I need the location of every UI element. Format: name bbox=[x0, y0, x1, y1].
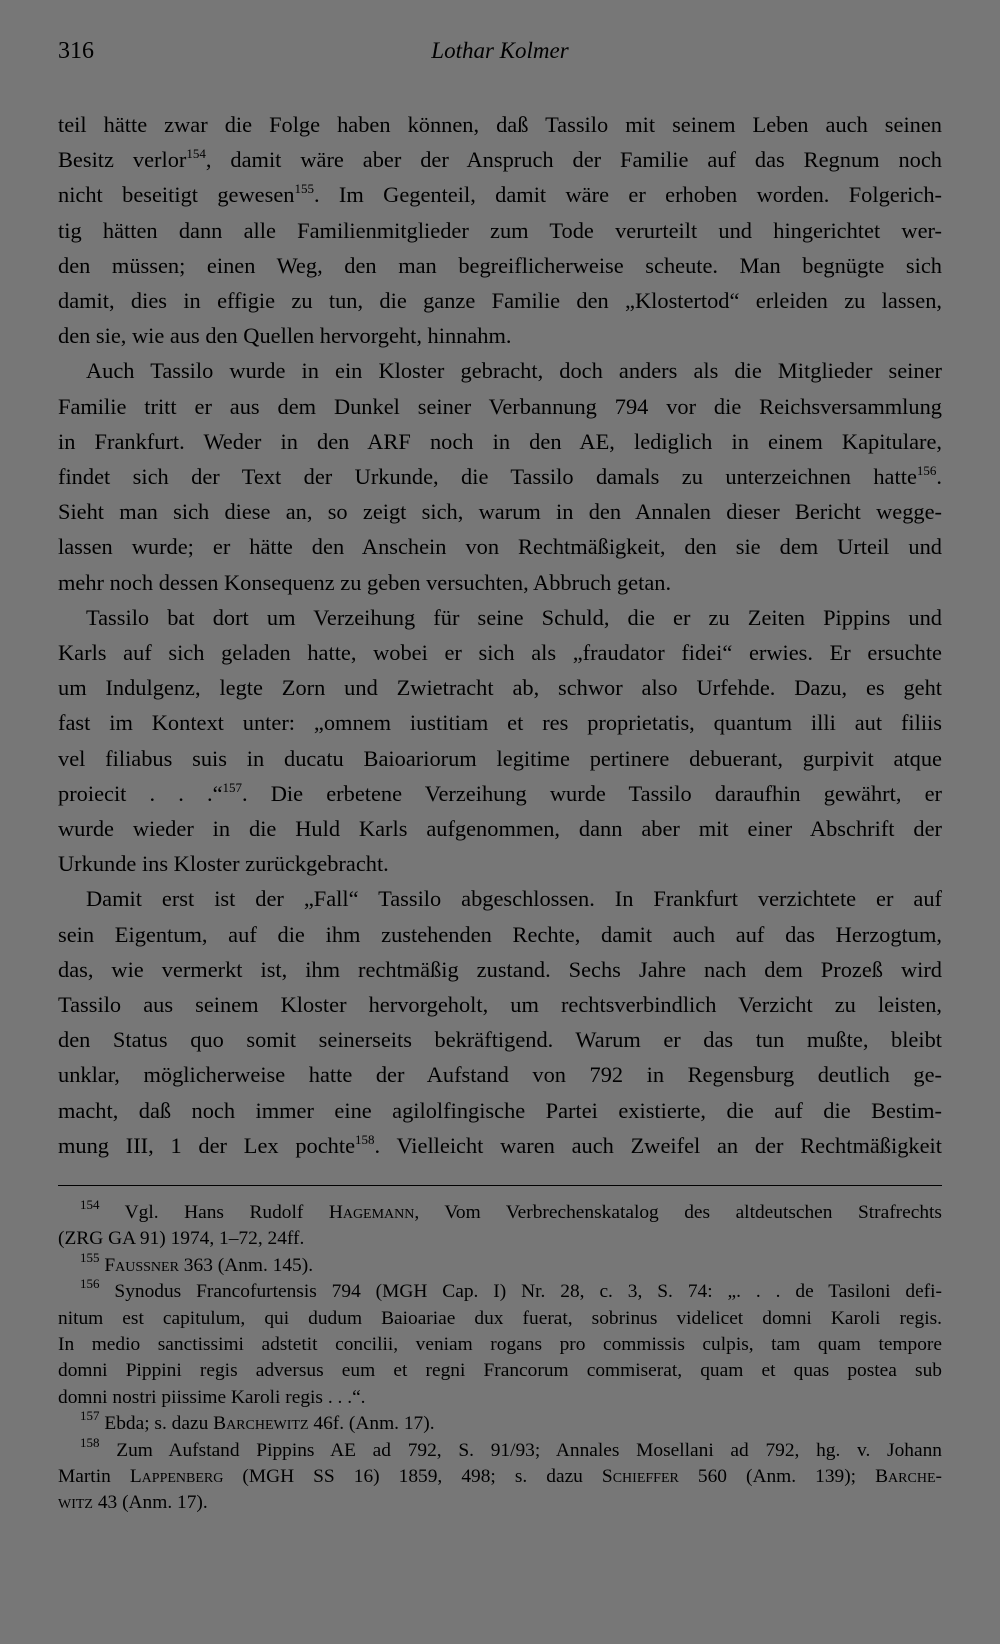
text-line: Damit erst ist der „Fall“ Tassilo abgeschlossen. In Frankfurt verzichtete er auf bbox=[86, 886, 942, 912]
text-line: mehr noch dessen Konsequenz zu geben versuchten, Abbruch getan. bbox=[58, 569, 672, 595]
text-line: teil hätte zwar die Folge haben können, daß Tassilo mit seinem Leben auch seinen bbox=[58, 112, 942, 137]
footnote-158: $^{158}$ Zum Aufstand Pippins AE ad 792, S. 91/93; Annales Mosellani ad 792, hg. v. Johann bbox=[80, 1434, 942, 1461]
footnote-line: In medio sanctissimi adstetit concilii, veniam rogans pro commissis culpis, tam quam tempore bbox=[58, 1334, 942, 1356]
footnote-line: domni Pippini regis adversus eum et regni Francorum commiserat, quam et quas postea sub bbox=[58, 1360, 942, 1382]
main-text bbox=[58, 107, 942, 1163]
text-line: Auch Tassilo wurde in ein Kloster gebracht, doch anders als die Mitglieder seiner bbox=[86, 358, 942, 384]
footnote-number: 154 bbox=[80, 1197, 100, 1212]
author-name: Faussner bbox=[104, 1254, 179, 1276]
text-line: den Status quo somit seinerseits bekräftigend. Warum er das tun mußte, bleibt bbox=[58, 1027, 942, 1053]
page-number: 316 bbox=[58, 38, 94, 64]
text-line: Urkunde ins Kloster zurückgebracht. bbox=[58, 851, 389, 877]
text-line: das, wie vermerkt ist, ihm rechtmäßig zustand. Sechs Jahre nach dem Prozeß wird bbox=[58, 956, 942, 982]
text-line: proiecit . . .“$^{157}$. Die erbetene Verzeihung wurde Tassilo daraufhin gewährt, er bbox=[58, 779, 942, 806]
author-name: Barche- bbox=[875, 1466, 942, 1488]
author-name: witz bbox=[58, 1492, 93, 1514]
text-line: Tassilo bat dort um Verzeihung für seine Schuld, die er zu Zeiten Pippins und bbox=[86, 604, 942, 630]
footnote-line: witz 43 (Anm. 17). bbox=[58, 1492, 208, 1514]
footnote-line: domni nostri piissime Karoli regis . . .“. bbox=[58, 1386, 366, 1408]
text-line: lassen wurde; er hätte den Anschein von Rechtmäßigkeit, den sie dem Urteil und bbox=[58, 534, 942, 560]
footnote-154: $^{154}$ Vgl. Hans Rudolf Hagemann, Vom Verbrechenskatalog des altdeutschen Strafrechts bbox=[80, 1197, 942, 1223]
author-name: Barchewitz bbox=[213, 1413, 309, 1435]
text-line: Tassilo aus seinem Kloster hervorgeholt, um rechtsverbindlich Verzicht zu leisten, bbox=[58, 992, 942, 1018]
footnote-ref[interactable]: 158 bbox=[355, 1131, 375, 1147]
footnotes bbox=[58, 1197, 942, 1517]
text-line: sein Eigentum, auf die ihm zustehenden Rechte, damit auch auf das Herzogtum, bbox=[58, 921, 942, 947]
text-line: fast im Kontext unter: „omnem iustitiam et res proprietatis, quantum illi aut filiis bbox=[58, 710, 942, 736]
footnote-ref[interactable]: 154 bbox=[186, 146, 206, 162]
footnote-number: 156 bbox=[80, 1276, 100, 1292]
footnote-number: 158 bbox=[80, 1434, 100, 1450]
text-line: Besitz verlor$^{154}$, damit wäre aber der Anspruch der Familie auf das Regnum noch bbox=[58, 146, 943, 173]
text-line: macht, daß noch immer eine agilolfingische Partei existierte, die auf die Bestim- bbox=[58, 1097, 942, 1123]
text-line: Karls auf sich geladen hatte, wobei er sich als „fraudator fidei“ erwies. Er ersuchte bbox=[58, 640, 942, 666]
author-name: Lappenberg bbox=[129, 1466, 224, 1488]
footnote-ref[interactable]: 156 bbox=[916, 463, 937, 479]
text-line: tig hätten dann alle Familienmitglieder zum Tode verurteilt und hingerichtet wer- bbox=[58, 217, 942, 243]
text-line: Familie tritt er aus dem Dunkel seiner Verbannung 794 vor die Reichsversammlung bbox=[58, 393, 942, 419]
page-header bbox=[58, 38, 942, 72]
footnote-ref[interactable]: 155 bbox=[294, 181, 314, 197]
author-name: Schieffer bbox=[601, 1466, 679, 1488]
text-line: nicht beseitigt gewesen$^{155}$. Im Gegenteil, damit wäre er erhoben worden. Folgerich- bbox=[58, 181, 942, 208]
text-line: findet sich der Text der Urkunde, die Tassilo damals zu unterzeichnen hatte$^{156}$. bbox=[58, 463, 942, 490]
text-line: um Indulgenz, legte Zorn und Zwietracht ab, schwor also Urfehde. Dazu, es geht bbox=[58, 675, 942, 701]
text-line: Sieht man sich diese an, so zeigt sich, warum in den Annalen dieser Bericht wegge- bbox=[58, 499, 942, 525]
text-line: den sie, wie aus den Quellen hervorgeht, hinnahm. bbox=[58, 323, 512, 349]
footnote-157: $^{157}$ Ebda; s. dazu Barchewitz 46f. (Anm. 17). bbox=[80, 1408, 435, 1435]
running-title: Lothar Kolmer bbox=[431, 38, 569, 63]
footnote-ref[interactable]: 157 bbox=[222, 779, 243, 795]
text-line: in Frankfurt. Weder in den ARF noch in den AE, lediglich in einem Kapitulare, bbox=[58, 428, 942, 454]
footnote-line: nitum est capitulum, qui dudum Baioariae dux fuerat, sobrinus videlicet domni Karoli regis. bbox=[58, 1307, 942, 1329]
text-line: vel filiabus suis in ducatu Baioariorum legitime pertinere debuerant, gurpivit atque bbox=[58, 745, 942, 771]
text-line: wurde wieder in die Huld Karls aufgenommen, dann aber mit einer Abschrift der bbox=[58, 816, 942, 842]
footnote-divider bbox=[58, 1185, 942, 1186]
text-line: den müssen; einen Weg, den man begreiflicherweise scheute. Man begnügte sich bbox=[58, 252, 942, 278]
footnote-line: Martin Lappenberg (MGH SS 16) 1859, 498; s. dazu Schieffer 560 (Anm. 139); Barche- bbox=[58, 1466, 942, 1488]
text-line: mung III, 1 der Lex pochte$^{158}$. Vielleicht waren auch Zweifel an der Rechtmäßigkeit bbox=[58, 1131, 942, 1158]
footnote-155: $^{155}$ Faussner 363 (Anm. 145). bbox=[80, 1249, 314, 1276]
author-name: Hagemann bbox=[328, 1202, 415, 1223]
footnote-number: 157 bbox=[80, 1408, 100, 1424]
text-line: damit, dies in effigie zu tun, die ganze Familie den „Klostertod“ erleiden zu lassen, bbox=[58, 288, 942, 314]
footnote-156: $^{156}$ Synodus Francofurtensis 794 (MGH Cap. I) Nr. 28, c. 3, S. 74: „. . . de Tasiloni defi- bbox=[80, 1276, 942, 1303]
footnote-number: 155 bbox=[80, 1249, 100, 1265]
text-line: unklar, möglicherweise hatte der Aufstand von 792 in Regensburg deutlich ge- bbox=[58, 1062, 942, 1088]
footnote-line: (ZRG GA 91) 1974, 1–72, 24ff. bbox=[58, 1228, 305, 1250]
